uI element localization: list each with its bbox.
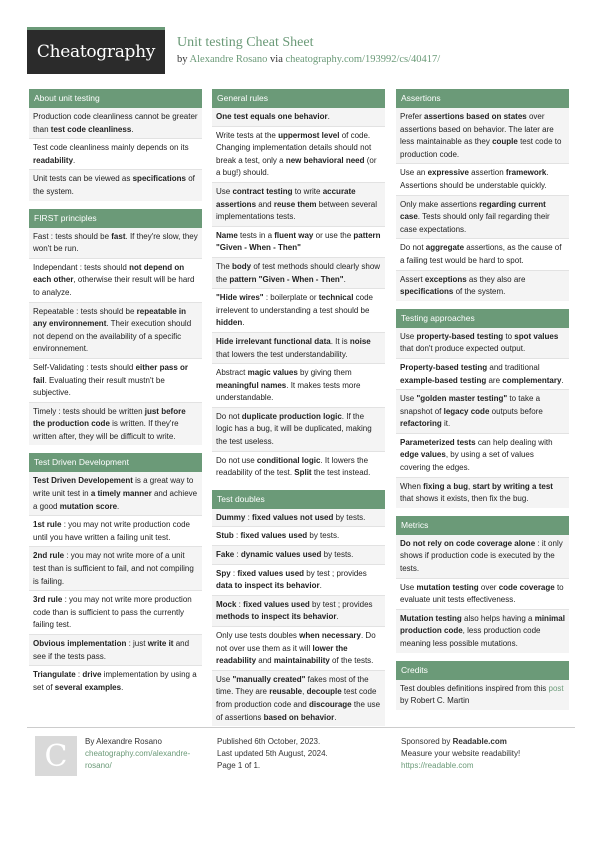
text: to	[503, 331, 515, 341]
bold-text: a timely manner	[90, 489, 152, 499]
text: . If they're slow, they won't be run.	[33, 231, 198, 254]
text: also helps having a	[461, 613, 535, 623]
text: code irrelevent to understanding a test should be	[216, 293, 374, 315]
bold-text: drive	[82, 670, 102, 680]
cheatography-logo[interactable]	[27, 27, 165, 74]
text: .	[242, 318, 245, 328]
section-title: Test Driven Development	[29, 453, 202, 472]
bold-text: Name	[216, 230, 238, 240]
text: Only use tests doubles	[216, 631, 300, 640]
text: Do not	[400, 243, 426, 253]
text: assertions, as the cause of a failing test would be hard to spot.	[400, 243, 562, 265]
section-general	[212, 89, 385, 482]
text: it.	[441, 419, 451, 429]
text: and see if the tests pass.	[33, 639, 190, 661]
text: by tests.	[307, 531, 340, 541]
text: of test methods should clearly show the	[216, 261, 381, 284]
text: .	[561, 375, 564, 385]
list-item	[396, 196, 569, 240]
bold-text: magic values	[247, 368, 298, 378]
sponsor-label: Sponsored by	[401, 737, 453, 746]
text: of the system.	[33, 174, 195, 196]
bold-text: conditional logic	[256, 455, 321, 465]
list-item	[212, 183, 385, 227]
footer-sponsor	[401, 736, 571, 772]
text: the use of assertions	[216, 699, 381, 722]
text: . Do not over use them as it will	[216, 631, 376, 653]
bold-text: dynamic values used	[240, 550, 322, 560]
text: over assertions based on behavior. The later are less maintainable as they	[400, 112, 554, 147]
text: fakes most of the time. They are	[216, 674, 369, 697]
list-item	[396, 434, 569, 478]
text: by test ; provides	[309, 599, 373, 609]
footer-author	[85, 736, 210, 772]
bold-text: expressive	[427, 168, 469, 178]
section-assertions	[396, 89, 569, 301]
text: and	[256, 199, 274, 209]
bold-text: methods to inspect its behavior	[216, 612, 337, 622]
sheet-url-link[interactable]: cheatography.com/193992/cs/40417/	[285, 54, 441, 65]
list-item	[212, 627, 385, 671]
list-item	[29, 359, 202, 403]
bold-text: example-based testing	[400, 375, 487, 385]
text: Fast : tests should be	[33, 231, 112, 241]
section-about	[29, 89, 202, 201]
section-title: About unit testing	[29, 89, 202, 108]
bold-text: Mutation testing	[400, 613, 462, 623]
bold-text: "Hide wires"	[216, 293, 264, 303]
bold-text: fixing a bug	[423, 481, 469, 491]
list-item	[212, 671, 385, 726]
bold-text: repeatable in any environnement	[33, 306, 186, 329]
bold-text: One test equals one behavior	[216, 112, 328, 121]
bold-text: reusable	[269, 687, 303, 697]
section-title: Testing approaches	[396, 309, 569, 328]
avatar-letter: C	[44, 738, 68, 774]
list-item	[396, 535, 569, 579]
list-item	[212, 527, 385, 546]
sponsor-tagline: Measure your website readability!	[401, 749, 521, 758]
text: .	[334, 712, 337, 722]
bold-text: contract testing	[232, 186, 293, 196]
list-item	[212, 364, 385, 408]
section-title: Metrics	[396, 516, 569, 535]
bold-text: Hide irrelevant functional data	[216, 336, 331, 346]
bold-text: fixed values used	[237, 568, 305, 578]
bold-text: fast	[111, 231, 126, 241]
bold-text: decouple	[306, 687, 342, 697]
bold-text: either pass or fail	[33, 362, 189, 385]
text: and	[256, 656, 274, 666]
footer-author-name: Alexandre Rosano	[96, 737, 162, 746]
text: .	[336, 612, 339, 622]
text: implementation by using a set of	[33, 670, 197, 692]
bold-text: Triangulate	[33, 670, 76, 680]
text: .	[131, 124, 134, 134]
section-first	[29, 209, 202, 446]
text: Use	[400, 331, 417, 341]
text: Assert	[400, 274, 425, 284]
text: or use the	[313, 230, 354, 240]
bold-text: noise	[349, 336, 371, 346]
text: :	[230, 568, 238, 578]
text: : just	[126, 639, 148, 648]
footer-author-url-1[interactable]: cheatography.com/alexandre-	[85, 749, 191, 758]
bold-text: 1st rule	[33, 520, 62, 530]
list-item	[212, 452, 385, 482]
bold-text: fixed values used	[243, 599, 310, 609]
by-label: by	[177, 54, 188, 65]
bold-text: edge values	[400, 450, 446, 460]
text: Use	[216, 186, 233, 196]
bold-text: duplicate production logic	[241, 411, 342, 421]
text: of code. Changing implementation details should not break a test, only a	[216, 130, 372, 165]
bold-text: 2nd rule	[33, 551, 65, 561]
text: that lowers the test understandability.	[216, 349, 348, 359]
bold-text: accurate assertions	[216, 186, 356, 209]
list-item	[29, 516, 202, 547]
text: :	[233, 531, 241, 541]
list-item	[212, 258, 385, 289]
column-1	[29, 89, 202, 704]
bold-text: mutation score	[59, 501, 118, 511]
bold-text: mutation testing	[416, 582, 479, 592]
text: to evaluate unit tests effectiveness.	[400, 582, 564, 605]
list-item	[212, 227, 385, 258]
text: as they also are	[466, 274, 526, 284]
text: by Robert C. Martin	[400, 696, 470, 706]
list-item	[396, 610, 569, 653]
list-item	[212, 108, 385, 127]
text: by tests.	[321, 550, 354, 560]
text: :	[236, 599, 244, 609]
list-item	[396, 108, 569, 164]
list-item	[212, 289, 385, 333]
list-item	[212, 565, 385, 596]
text: to take a snapshot of	[400, 394, 541, 416]
bold-text: test code cleanliness	[50, 124, 132, 134]
list-item	[29, 170, 202, 200]
text: over	[478, 582, 499, 592]
bold-text: pattern "Given - When - Then"	[229, 274, 344, 284]
bold-text: property-based testing	[416, 331, 504, 341]
bold-text: lower the readability	[216, 643, 348, 666]
list-item	[29, 403, 202, 446]
column-2	[212, 89, 385, 734]
bold-text: regarding current case	[400, 199, 546, 222]
footer-author-url-2[interactable]: rosano/	[85, 761, 112, 770]
bold-text: spot values	[514, 331, 559, 341]
list-item	[29, 259, 202, 303]
bold-text: several examples	[54, 682, 122, 692]
bold-text: readability	[33, 155, 74, 165]
text: ,	[302, 687, 307, 697]
text: Abstract	[216, 368, 248, 378]
bold-text: meaningful names	[216, 380, 287, 390]
section-title: Test doubles	[212, 490, 385, 509]
updated-date: Last updated 5th August, 2024.	[217, 749, 328, 758]
text: are	[486, 375, 503, 385]
text: :	[234, 550, 241, 560]
text: tests in a	[237, 230, 275, 240]
bold-text: uppermost level	[278, 130, 340, 140]
bold-text: fluent way	[274, 230, 314, 240]
section-title: Assertions	[396, 89, 569, 108]
text: . If the logic has a bug, it will be duplicated, making the test useless.	[216, 411, 372, 447]
page-footer	[27, 727, 575, 788]
title-block	[177, 35, 440, 65]
page-header	[27, 27, 575, 75]
text: Only make assertions	[400, 199, 480, 209]
text: the test instead.	[311, 468, 371, 478]
text: Use	[400, 582, 417, 592]
list-item	[29, 547, 202, 591]
list-item	[396, 164, 569, 195]
bold-text: technical	[318, 293, 354, 303]
sponsor-name[interactable]: Readable.com	[452, 737, 507, 746]
text: that don't produce expected output.	[400, 344, 526, 354]
bold-text: code coverage	[498, 582, 555, 592]
text: .	[319, 581, 322, 591]
text: .	[343, 274, 346, 284]
text: by giving them	[297, 368, 352, 378]
inline-link[interactable]: post	[548, 683, 564, 693]
via-label: via	[270, 54, 283, 65]
bold-text: Mock	[216, 599, 237, 609]
section-title: General rules	[212, 89, 385, 108]
bold-text: Do not rely on code coverage alone	[400, 538, 536, 548]
bold-text: based on behavior	[263, 712, 335, 722]
text: The	[216, 261, 233, 271]
list-item	[212, 546, 385, 565]
bold-text: data to inspect its behavior	[216, 581, 320, 591]
author-avatar	[35, 736, 77, 776]
bold-text: Stub	[216, 531, 234, 541]
list-item	[29, 303, 202, 359]
bold-text: start by writing a test	[472, 481, 553, 491]
text: Self-Validating : tests should	[33, 362, 136, 372]
list-item	[29, 108, 202, 139]
text: , by using a set of values covering the edges.	[400, 450, 534, 473]
bold-text: complementary	[502, 375, 562, 385]
text: is written. If they're written after, they will be difficult to write.	[33, 419, 179, 441]
text: Timely : tests should be written	[33, 406, 145, 416]
bold-text: hidden	[216, 318, 243, 328]
text: Independant : tests should	[33, 262, 130, 272]
text: :	[75, 670, 83, 680]
text: .	[327, 112, 330, 121]
bold-text: just before the production code	[33, 406, 186, 429]
text: Use an	[400, 168, 428, 178]
sheet-byline	[177, 54, 440, 65]
footer-publish-info	[217, 736, 387, 772]
bold-text: Test Driven Developement	[33, 476, 133, 486]
text: :	[245, 512, 253, 522]
section-tdd	[29, 453, 202, 696]
list-item	[396, 579, 569, 610]
text: . Their execution should not depend on the availability of a specific environnement.	[33, 319, 192, 354]
text: by test ; provides	[304, 568, 367, 578]
sheet-title: Unit testing Cheat Sheet	[177, 35, 314, 50]
list-item	[396, 239, 569, 270]
text: Unit tests can be viewed as	[33, 174, 133, 184]
logo-text: Cheatography	[36, 42, 156, 62]
list-item	[396, 271, 569, 301]
text: .	[121, 682, 124, 692]
bold-text: assertions based on states	[424, 112, 527, 121]
list-item	[29, 666, 202, 696]
list-item	[212, 333, 385, 364]
published-date: Published 6th October, 2023.	[217, 737, 321, 746]
bold-text: Property-based testing	[400, 362, 488, 372]
bold-text: fixed values used	[240, 531, 308, 541]
text: Use	[400, 394, 417, 404]
footer-by-label: By	[85, 737, 97, 746]
text: Test code cleanliness mainly depends on its	[33, 143, 189, 153]
text: between several implementations tests.	[216, 199, 377, 222]
text: and achieve a good	[33, 489, 198, 511]
bold-text: Obvious implementation	[33, 639, 127, 648]
text: outputs before	[489, 406, 543, 416]
text: , less production code meaning less possible mutations.	[400, 626, 541, 648]
text: . Assertions should be understable quickly.	[400, 168, 549, 190]
bold-text: fixed values not used	[252, 512, 334, 522]
section-credits	[396, 661, 569, 710]
bold-text: aggregate	[425, 243, 465, 253]
bold-text: write it	[147, 639, 174, 648]
text: Test doubles definitions inspired from this	[400, 683, 549, 693]
bold-text: 3rd rule	[33, 595, 63, 605]
bold-text: specifications	[400, 287, 454, 297]
text: of the tests.	[329, 656, 374, 666]
text: . Evaluating their result mustn't be subjective.	[33, 375, 165, 398]
text: ,	[468, 481, 473, 491]
list-item	[396, 359, 569, 390]
text: Do not	[216, 411, 242, 421]
list-item	[29, 228, 202, 259]
text: .	[73, 155, 76, 165]
text: by tests.	[333, 512, 366, 522]
text: test code from production code and	[216, 687, 377, 709]
list-item	[212, 509, 385, 528]
bold-text: pattern "Given - When - Then"	[216, 230, 381, 253]
bold-text: couple	[492, 137, 518, 147]
text: . It lowers the readability of the test.	[216, 455, 369, 478]
bold-text: minimal production code	[400, 613, 565, 636]
list-item	[396, 328, 569, 359]
bold-text: Fake	[216, 550, 235, 560]
text: Production code cleanliness cannot be greater than	[33, 112, 198, 134]
text: : you may not write more of a unit test than is sufficient to fail, and not compiling is failing.	[33, 551, 194, 586]
text: . It is	[330, 336, 350, 346]
bold-text: refactoring	[400, 419, 442, 429]
bold-text: specifications	[132, 174, 186, 184]
text: . Tests should only fail regarding their case expectations.	[400, 212, 550, 234]
text: to write	[292, 186, 323, 196]
column-3	[396, 89, 569, 718]
page-number: Page 1 of 1.	[217, 761, 261, 770]
section-approaches	[396, 309, 569, 508]
text: , otherwise their result will be hard to analyze.	[33, 275, 195, 297]
text: Repeatable : tests should be	[33, 306, 137, 316]
list-item	[212, 127, 385, 183]
bold-text: reuse them	[273, 199, 317, 209]
list-item	[212, 596, 385, 627]
list-item	[396, 390, 569, 434]
text: of the system.	[453, 287, 506, 297]
text: Do not use	[216, 455, 257, 465]
text: can help dealing with	[475, 437, 553, 447]
list-item	[29, 139, 202, 170]
text: : you may not write production code until you have written a failing unit test.	[33, 520, 190, 542]
text: .	[117, 501, 120, 511]
text: : boilerplate or	[263, 293, 319, 303]
list-item	[396, 680, 569, 710]
bold-text: Dummy	[216, 512, 246, 522]
section-metrics	[396, 516, 569, 653]
text: test code to production code.	[400, 137, 562, 159]
sponsor-url[interactable]: https://readable.com	[401, 761, 474, 770]
text: and traditional	[487, 362, 540, 372]
section-doubles	[212, 490, 385, 726]
text: When	[400, 481, 424, 491]
text: Prefer	[400, 112, 425, 121]
bold-text: Split	[294, 468, 312, 478]
text: that shows it exists, then fix the bug.	[400, 494, 529, 504]
list-item	[29, 591, 202, 635]
bold-text: "manually created"	[232, 674, 306, 684]
text: is a great way to write unit test in	[33, 476, 194, 499]
text: : it only shows if production code is executed by the tests.	[400, 538, 563, 574]
bold-text: maintainability	[273, 656, 330, 666]
list-item	[29, 472, 202, 516]
text: Use	[216, 674, 233, 684]
text: (or a bug!) should.	[216, 155, 377, 178]
section-title: FIRST principles	[29, 209, 202, 228]
section-title: Credits	[396, 661, 569, 680]
bold-text: "golden master testing"	[416, 394, 508, 404]
bold-text: Parameterized tests	[400, 437, 476, 447]
list-item	[212, 408, 385, 452]
text: assertion	[468, 168, 506, 178]
bold-text: when necessary	[299, 631, 361, 640]
bold-text: legacy code	[443, 406, 490, 416]
bold-text: exceptions	[424, 274, 467, 284]
text: . It makes tests more understandable.	[216, 380, 361, 403]
author-link[interactable]: Alexandre Rosano	[189, 54, 268, 65]
list-item	[396, 478, 569, 508]
bold-text: body	[232, 261, 252, 271]
list-item	[29, 635, 202, 666]
text: : you may not write more production code than is sufficient to pass the currently failing test.	[33, 595, 192, 630]
bold-text: Spy	[216, 568, 231, 578]
bold-text: new behavioral need	[285, 155, 365, 165]
bold-text: discourage	[308, 699, 352, 709]
bold-text: not depend on each other	[33, 262, 185, 285]
text: Write tests at the	[216, 130, 279, 140]
bold-text: framework	[505, 168, 547, 178]
